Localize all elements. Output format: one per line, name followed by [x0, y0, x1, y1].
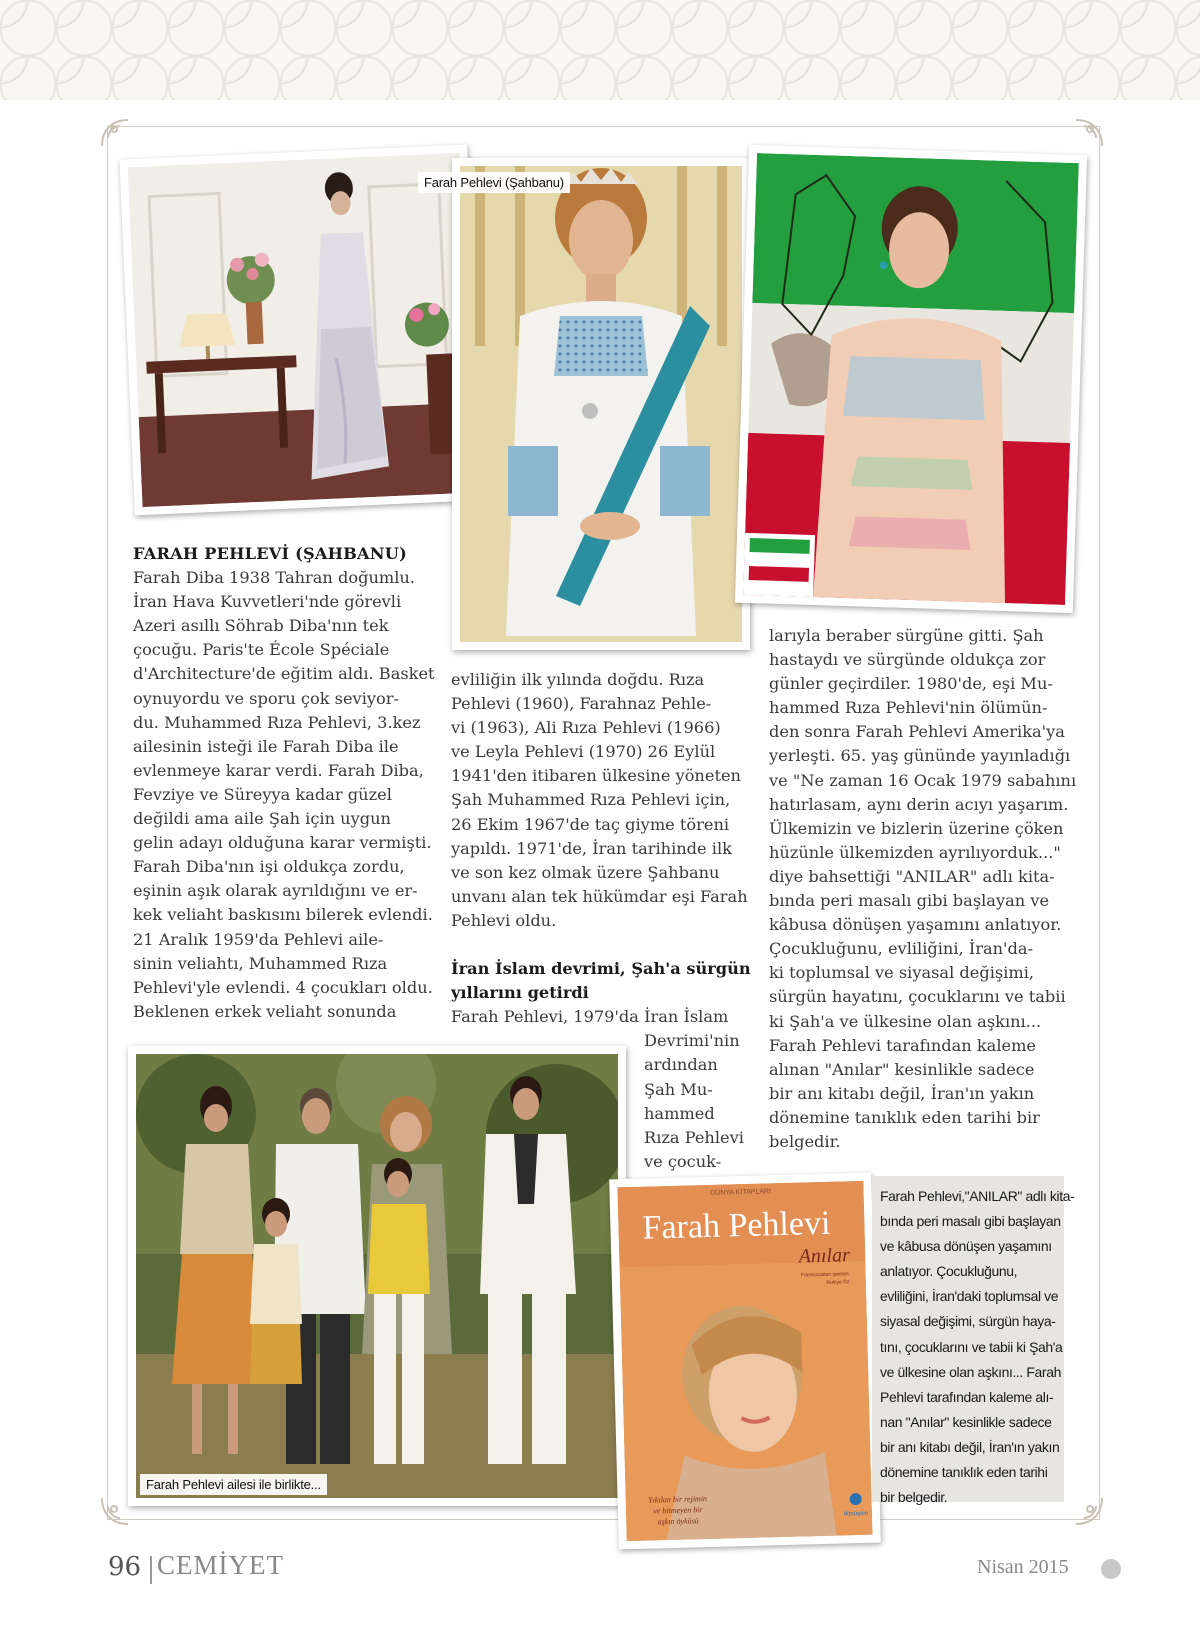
photo-white-gown [119, 145, 482, 516]
article-paragraph-line: kâbusa dönüşen yaşamını anlatıyor. [769, 915, 1062, 935]
book-tagline: Yıkılan bir rejimin [648, 1494, 708, 1505]
footer-divider [150, 1556, 152, 1584]
book-series: DÜNYA KİTAPLARI [710, 1188, 772, 1197]
article-paragraph-line: ve kâbusa dönüşen yaşamını [880, 1238, 1052, 1255]
article-paragraph-line: alınan "Anılar" kesinlikle sadece [769, 1059, 1035, 1079]
article-heading: FARAH PEHLEVİ (ŞAHBANU) [133, 544, 407, 563]
page-number: 96 [108, 1552, 142, 1582]
article-paragraph-line: hastaydı ve sürgünde oldukça zor [769, 650, 1046, 670]
article-paragraph-line: den sonra Farah Pehlevi Amerika'ya [769, 722, 1065, 742]
article-paragraph-line: d'Architecture'de eğitim aldı. Basket [133, 664, 435, 684]
article-column-1 [133, 542, 435, 1024]
article-column-2-body [451, 668, 751, 933]
article-subheading: yıllarını getirdi [451, 983, 589, 1003]
article-paragraph-line: Rıza Pehlevi [644, 1127, 744, 1147]
article-paragraph-line: siyasal değişimi, sürgün haya- [880, 1313, 1056, 1330]
article-paragraph-line: Beklenen erkek veliaht sonunda [133, 1001, 397, 1021]
article-paragraph-line: hatırlasam, aynı derin acıyı yaşarım. [769, 794, 1069, 814]
article-paragraph-line: Çocukluğunu, evliliğini, İran'da- [769, 939, 1033, 959]
photo-book-cover [609, 1173, 881, 1550]
sidebar-text [880, 1184, 1075, 1510]
ornament-corner-icon [98, 1494, 132, 1528]
article-paragraph-line: gelin adayı olduğuna karar vermişti. [133, 833, 432, 853]
article-paragraph-line: belgedir. [769, 1131, 841, 1151]
article-paragraph-line: ve Leyla Pehlevi (1970) 26 Eylül [451, 742, 716, 762]
article-paragraph-line: hammed Rıza Pehlevi'nin ölümün- [769, 698, 1048, 718]
article-paragraph-line: oynuyordu ve sporu çok seviyor- [133, 688, 399, 708]
article-paragraph-line: Farah Diba 1938 Tahran doğumlu. [133, 568, 415, 588]
article-paragraph-line: diye bahsettiği "ANILAR" adlı kita- [769, 866, 1055, 886]
article-paragraph-line: Farah Diba'nın işi oldukça zordu, [133, 857, 405, 877]
ornament-corner-icon [1072, 116, 1106, 150]
article-paragraph-line: Azeri asıllı Söhrab Diba'nın tek [133, 616, 389, 636]
article-paragraph-line: dönemine tanıklık eden tarihi [880, 1464, 1048, 1481]
article-paragraph-line: ve son kez olmak üzere Şahbanu [451, 862, 720, 882]
article-paragraph-line: ve "Ne zaman 16 Ocak 1979 sabahını [769, 770, 1077, 790]
article-paragraph-line: Farah Pehlevi, 1979'da İran İslam [451, 1007, 729, 1027]
ornament-corner-icon [1072, 1494, 1106, 1528]
article-paragraph-line: ardından [644, 1055, 718, 1075]
article-paragraph-line: bında peri masalı gibi başlayan ve [769, 891, 1050, 911]
article-paragraph-line: larıyla beraber sürgüne gitti. Şah [769, 626, 1044, 645]
article-paragraph-line: ve çocuk- [644, 1151, 722, 1171]
article-paragraph-line: 21 Aralık 1959'da Pehlevi aile- [133, 929, 384, 949]
article-paragraph-line: bında peri masalı gibi başlayan [880, 1213, 1061, 1230]
article-paragraph-line: bir belgedir. [880, 1489, 948, 1506]
article-paragraph-line: ve ülkesine olan aşkını... Farah [880, 1363, 1061, 1380]
photo-caption: Farah Pehlevi ailesi ile birlikte... [140, 1474, 327, 1495]
article-column-3-body [769, 624, 1076, 1154]
issue-date: Nisan 2015 [977, 1556, 1069, 1578]
article-paragraph-line: hammed [644, 1103, 715, 1123]
article-paragraph-line: bir anı kitabı değil, İran'ın yakın [769, 1083, 1035, 1103]
book-tagline: ve bitmeyen bir [653, 1505, 703, 1516]
article-paragraph-line: ki toplumsal ve siyasal değişimi, [769, 963, 1035, 983]
article-paragraph-line: vi (1963), Ali Rıza Pehlevi (1966) [451, 718, 721, 738]
article-paragraph-line: Pehlevi'yle evlendi. 4 çocukları oldu. [133, 977, 433, 997]
article-paragraph-line: ki Şah'a ve ülkesine olan aşkını... [769, 1011, 1042, 1031]
article-paragraph-line: Devrimi'nin [644, 1031, 740, 1051]
article-paragraph-line: Şah Muhammed Rıza Pehlevi için, [451, 790, 731, 810]
article-paragraph-line: 26 Ekim 1967'de taç giyme töreni [451, 814, 730, 834]
article-paragraph-line: Pehlevi oldu. [451, 910, 557, 930]
article-paragraph-line: du. Muhammed Rıza Pehlevi, 3.kez [133, 712, 421, 732]
article-paragraph-line: hüzünle ülkemizden ayrılıyorduk..." [769, 842, 1061, 862]
article-paragraph-line: evlenmeye karar verdi. Farah Diba, [133, 760, 424, 780]
magazine-name: CEMİYET [157, 1550, 284, 1580]
decorative-top-pattern [0, 0, 1200, 100]
book-tagline: aşkın öyküsü [657, 1516, 699, 1527]
article-paragraph-line: günler geçirdiler. 1980'de, eşi Mu- [769, 674, 1053, 694]
article-column-1-body [133, 566, 435, 1024]
ornament-corner-icon [98, 116, 132, 150]
article-paragraph-line: değildi ama aile Şah için uygun [133, 809, 391, 829]
article-column-3 [769, 624, 1076, 1154]
article-subheading: İran İslam devrimi, Şah'a sürgün [451, 959, 751, 979]
article-paragraph-line: 1941'den itibaren ülkesine yöneten [451, 766, 741, 786]
article-paragraph-line: ailesinin isteği ile Farah Diba ile [133, 736, 399, 756]
article-paragraph-line: evliliğini, İran'daki toplumsal ve [880, 1288, 1059, 1305]
book-translator: Rukiye Öz [826, 1279, 850, 1286]
article-paragraph-line: tını, çocuklarını ve tabii ki Şah'a [880, 1338, 1063, 1355]
article-paragraph-line: dönemine tanıklık eden tarihi bir [769, 1107, 1040, 1127]
book-translator: Fransızcadan çeviren [800, 1271, 849, 1279]
article-paragraph-line: çocuğu. Paris'te École Spéciale [133, 640, 390, 660]
article-paragraph-line: Ülkemizin ve bizlerin üzerine çöken [769, 818, 1064, 838]
article-paragraph-line: yapıldı. 1971'de, İran tarihinde ilk [451, 838, 732, 858]
article-paragraph-line: bir anı kitabı değil, İran'ın yakın [880, 1438, 1060, 1455]
footer-dot-icon [1101, 1559, 1121, 1579]
article-paragraph-line: eşinin aşık olarak ayrıldığını ve er- [133, 881, 418, 901]
article-paragraph-line: unvanı alan tek hükümdar eşi Farah [451, 886, 748, 906]
book-subtitle: Anılar [798, 1244, 851, 1268]
article-paragraph-line: kek veliaht baskısını bilerek evlendi. [133, 905, 433, 925]
article-paragraph-line: sürgün hayatını, çocuklarını ve tabii [769, 987, 1066, 1007]
book-publisher: dönüşüm [843, 1510, 869, 1518]
article-paragraph-line: Pehlevi tarafından kaleme alı- [880, 1388, 1054, 1405]
article-paragraph-line: evliliğin ilk yılında doğdu. Rıza [451, 670, 705, 689]
book-title: Farah Pehlevi [642, 1204, 831, 1247]
article-paragraph-line: Şah Mu- [644, 1079, 713, 1099]
photo-caption: Farah Pehlevi (Şahbanu) [418, 172, 570, 193]
article-paragraph-line: Farah Pehlevi tarafından kaleme [769, 1035, 1037, 1055]
photo-flag-portrait [735, 145, 1087, 613]
article-paragraph-line: sinin veliahtı, Muhammed Rıza [133, 953, 388, 973]
photo-tiara-sash [452, 158, 750, 650]
article-paragraph-line: nan "Anılar" kesinlikle sadece [880, 1413, 1052, 1430]
article-paragraph-line: Pehlevi (1960), Farahnaz Pehle- [451, 694, 712, 714]
book-sidebar-box [872, 1176, 1075, 1506]
article-paragraph-line: yerleşti. 65. yaş gününde yayınladığı [769, 746, 1071, 766]
article-paragraph-line: Fevziye ve Süreyya kadar güzel [133, 784, 392, 804]
article-paragraph-line: anlatıyor. Çocukluğunu, [880, 1263, 1018, 1280]
article-paragraph-line: İran Hava Kuvvetleri'nde görevli [133, 592, 402, 612]
article-paragraph-line: Farah Pehlevi,"ANILAR" adlı kita- [880, 1188, 1075, 1204]
photo-family [128, 1046, 626, 1506]
